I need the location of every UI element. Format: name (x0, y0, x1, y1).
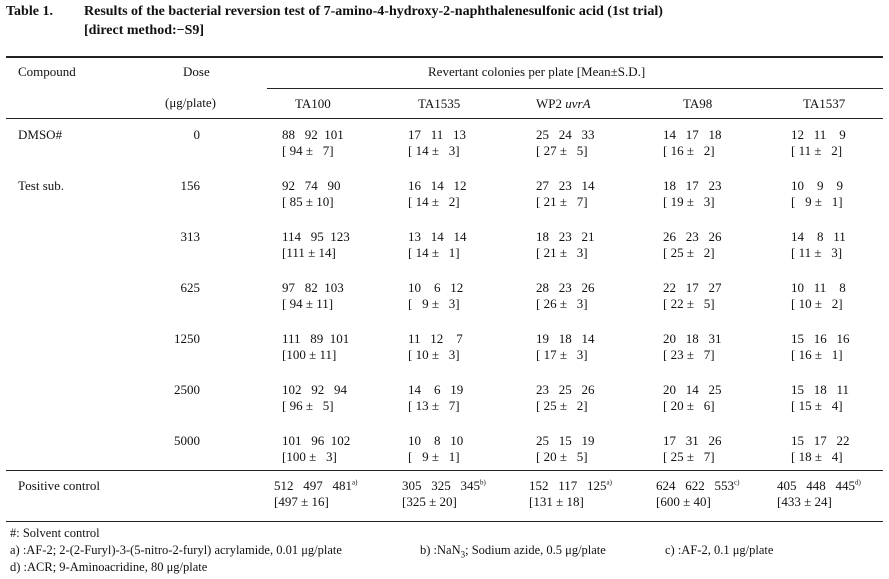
header-dose: Dose (183, 64, 210, 79)
positive-counts: 624 622 553$^{c)}$ (656, 478, 740, 493)
colony-counts: 27 23 14 (536, 178, 595, 193)
header-dose-unit: (μg/plate) (165, 95, 217, 110)
positive-mean-sd: [131 ± 18] (529, 494, 584, 509)
row-dose: 2500 (174, 382, 200, 397)
colony-counts: 15 16 16 (791, 331, 850, 346)
positive-counts: 305 325 345$^{b)}$ (402, 478, 486, 493)
mean-sd: [ 94 ± 7] (282, 143, 334, 158)
mean-sd: [ 10 ± 3] (408, 347, 460, 362)
colony-counts: 18 23 21 (536, 229, 595, 244)
header-compound: Compound (18, 64, 76, 79)
footnote-b: b) :NaN$_3$; Sodium azide, 0.5 μg/plate (420, 543, 606, 560)
positive-counts: 152 117 125$^{a)}$ (529, 478, 612, 493)
positive-mean-sd: [433 ± 24] (777, 494, 832, 509)
strain-header: TA100 (295, 96, 331, 111)
mean-sd: [ 15 ± 4] (791, 398, 843, 413)
colony-counts: 25 24 33 (536, 127, 595, 142)
colony-counts: 15 18 11 (791, 382, 850, 397)
header-revertant: Revertant colonies per plate [Mean±S.D.] (428, 64, 646, 79)
colony-counts: 18 17 23 (663, 178, 722, 193)
colony-counts: 25 15 19 (536, 433, 595, 448)
positive-control-rule (6, 470, 883, 471)
footnote-marker: a) (606, 478, 612, 487)
mean-sd: [ 94 ± 11] (282, 296, 334, 311)
mean-sd: [ 13 ± 7] (408, 398, 460, 413)
colony-counts: 23 25 26 (536, 382, 595, 397)
table-label: Table 1. (6, 4, 53, 19)
mean-sd: [ 25 ± 2] (536, 398, 588, 413)
table-title-line2: [direct method:−S9] (84, 23, 205, 38)
footnote-a: a) :AF-2; 2-(2-Furyl)-3-(5-nitro-2-furyl) acrylamide, 0.01 μg/plate (10, 543, 342, 557)
colony-counts: 26 23 26 (663, 229, 722, 244)
colony-counts: 16 14 12 (408, 178, 467, 193)
strain-header: TA1535 (418, 96, 461, 111)
colony-counts: 13 14 14 (408, 229, 467, 244)
strain-header: TA98 (683, 96, 713, 111)
colony-counts: 97 82 103 (282, 280, 344, 295)
positive-mean-sd: [600 ± 40] (656, 494, 711, 509)
colony-counts: 15 17 22 (791, 433, 850, 448)
colony-counts: 28 23 26 (536, 280, 595, 295)
mean-sd: [ 11 ± 3] (791, 245, 843, 260)
positive-control-label: Positive control (18, 478, 100, 493)
footnote-marker: b) (480, 478, 486, 487)
row-dose: 5000 (174, 433, 200, 448)
mean-sd: [ 9 ± 3] (408, 296, 460, 311)
mean-sd: [ 96 ± 5] (282, 398, 334, 413)
colony-counts: 102 92 94 (282, 382, 347, 397)
colony-counts: 22 17 27 (663, 280, 722, 295)
footnote-marker: a) (352, 478, 358, 487)
colony-counts: 11 12 7 (408, 331, 463, 346)
mean-sd: [ 19 ± 3] (663, 194, 715, 209)
colony-counts: 10 8 10 (408, 433, 464, 448)
footnote-solvent: #: Solvent control (10, 526, 100, 540)
mean-sd: [ 20 ± 5] (536, 449, 588, 464)
colony-counts: 19 18 14 (536, 331, 595, 346)
positive-mean-sd: [497 ± 16] (274, 494, 329, 509)
mean-sd: [ 14 ± 1] (408, 245, 460, 260)
mean-sd: [ 17 ± 3] (536, 347, 588, 362)
row-compound: DMSO# (18, 127, 63, 142)
strain-header: TA1537 (803, 96, 846, 111)
positive-counts: 405 448 445$^{d)}$ (777, 478, 861, 493)
row-dose: 1250 (174, 331, 200, 346)
mean-sd: [ 18 ± 4] (791, 449, 843, 464)
mean-sd: [ 14 ± 2] (408, 194, 460, 209)
footnote-d: d) :ACR; 9-Aminoacridine, 80 μg/plate (10, 560, 208, 574)
mean-sd: [ 16 ± 2] (663, 143, 715, 158)
row-dose: 156 (180, 178, 200, 193)
strain-header: WP2 uvrA (536, 96, 591, 111)
colony-counts: 111 89 101 (282, 331, 350, 346)
mean-sd: [ 10 ± 2] (791, 296, 843, 311)
colony-counts: 20 14 25 (663, 382, 722, 397)
footnote-marker: d) (855, 478, 861, 487)
mean-sd: [ 25 ± 7] (663, 449, 715, 464)
positive-mean-sd: [325 ± 20] (402, 494, 457, 509)
mean-sd: [ 25 ± 2] (663, 245, 715, 260)
header-subrule (267, 88, 883, 89)
mean-sd: [ 16 ± 1] (791, 347, 843, 362)
header-bottom-rule (6, 118, 883, 119)
colony-counts: 20 18 31 (663, 331, 722, 346)
mean-sd: [ 9 ± 1] (408, 449, 460, 464)
mean-sd: [ 20 ± 6] (663, 398, 715, 413)
table-bottom-rule (6, 521, 883, 522)
mean-sd: [ 21 ± 7] (536, 194, 588, 209)
colony-counts: 14 8 11 (791, 229, 846, 244)
colony-counts: 114 95 123 (282, 229, 350, 244)
row-dose: 313 (180, 229, 200, 244)
colony-counts: 14 17 18 (663, 127, 722, 142)
mean-sd: [ 26 ± 3] (536, 296, 588, 311)
mean-sd: [ 27 ± 5] (536, 143, 588, 158)
row-compound: Test sub. (18, 178, 65, 193)
mean-sd: [ 11 ± 2] (791, 143, 843, 158)
positive-counts: 512 497 481$^{a)}$ (274, 478, 358, 493)
colony-counts: 12 11 9 (791, 127, 846, 142)
colony-counts: 17 11 13 (408, 127, 467, 142)
mean-sd: [ 14 ± 3] (408, 143, 460, 158)
colony-counts: 101 96 102 (282, 433, 351, 448)
row-dose: 0 (193, 127, 200, 142)
mean-sd: [ 22 ± 5] (663, 296, 715, 311)
mean-sd: [ 9 ± 1] (791, 194, 843, 209)
colony-counts: 10 11 8 (791, 280, 846, 295)
footnote-c: c) :AF-2, 0.1 μg/plate (665, 543, 774, 557)
row-dose: 625 (180, 280, 200, 295)
mean-sd: [100 ± 11] (282, 347, 337, 362)
mean-sd: [111 ± 14] (282, 245, 336, 260)
mean-sd: [ 85 ± 10] (282, 194, 334, 209)
colony-counts: 10 6 12 (408, 280, 464, 295)
colony-counts: 14 6 19 (408, 382, 464, 397)
table-title-line1: Results of the bacterial reversion test of 7-amino-4-hydroxy-2-naphthalenesulfonic acid (1st trial) (84, 4, 663, 19)
colony-counts: 88 92 101 (282, 127, 344, 142)
mean-sd: [100 ± 3] (282, 449, 337, 464)
footnote-marker: c) (734, 478, 740, 487)
colony-counts: 17 31 26 (663, 433, 722, 448)
mean-sd: [ 21 ± 3] (536, 245, 588, 260)
table-top-rule (6, 56, 883, 58)
colony-counts: 10 9 9 (791, 178, 843, 193)
mean-sd: [ 23 ± 7] (663, 347, 715, 362)
colony-counts: 92 74 90 (282, 178, 341, 193)
